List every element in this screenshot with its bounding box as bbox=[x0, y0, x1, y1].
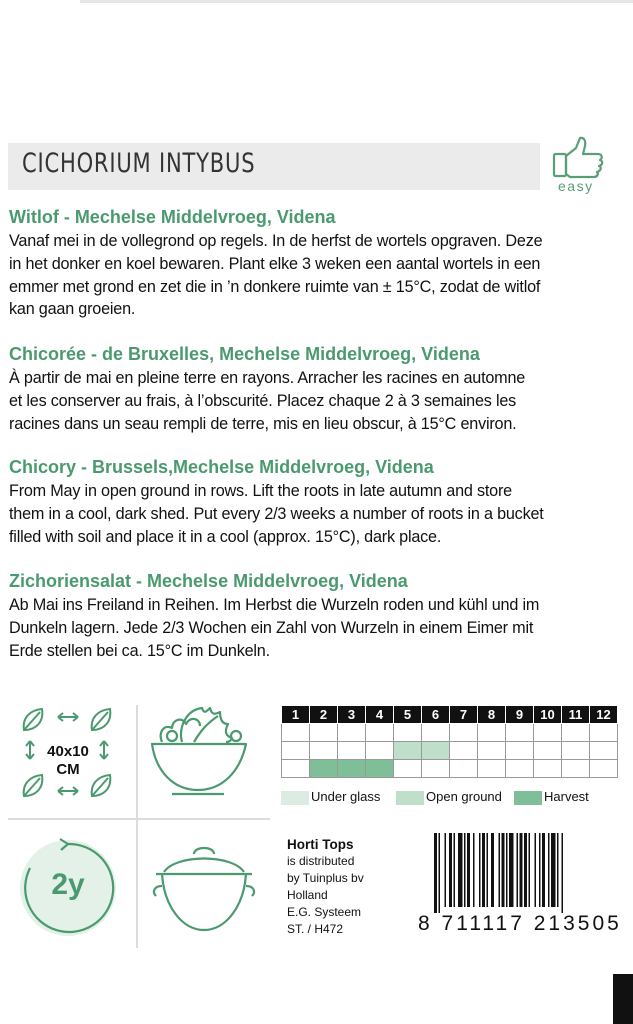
body-line: et les conserver au frais, à l’obscurité. Placez chaque 2 à 3 semaines les bbox=[9, 391, 517, 410]
spacing-value: 40x10 bbox=[47, 743, 89, 760]
calendar-cell bbox=[450, 724, 478, 742]
calendar-header-row bbox=[282, 706, 618, 724]
legend-open-ground bbox=[396, 789, 502, 805]
legend-label: Open ground bbox=[426, 789, 502, 804]
species-name: CICHORIUM INTYBUS bbox=[22, 148, 256, 179]
icon-grid-divider bbox=[8, 818, 270, 820]
barcode-bar bbox=[473, 833, 475, 907]
calendar-cell bbox=[562, 724, 590, 742]
section-french bbox=[9, 344, 629, 435]
section-body bbox=[9, 367, 629, 435]
barcode-bar bbox=[434, 833, 437, 913]
body-line: filled with soil and place it in a cool (approx. 15°C), dark place. bbox=[9, 527, 442, 546]
month-header: 5 bbox=[394, 706, 422, 724]
spacing-unit: CM bbox=[56, 761, 80, 778]
barcode-bar bbox=[535, 833, 537, 907]
barcode-bar bbox=[506, 833, 508, 907]
calendar-cell bbox=[534, 760, 562, 778]
calendar-cell bbox=[422, 724, 450, 742]
two-year-cycle-icon bbox=[8, 828, 134, 946]
calendar-cell bbox=[422, 760, 450, 778]
section-body bbox=[9, 230, 629, 321]
barcode-bar bbox=[449, 833, 452, 907]
section-title: Chicory - Brussels,Mechelse Middelvroeg, Videna bbox=[9, 457, 434, 477]
barcode-bar bbox=[562, 833, 564, 913]
barcode-number: 8 711117 213505 bbox=[418, 912, 622, 935]
salad-bowl-icon bbox=[142, 702, 266, 814]
month-header: 1 bbox=[282, 706, 310, 724]
legend-under-glass bbox=[281, 789, 380, 805]
section-body bbox=[9, 594, 629, 662]
body-line: in het donker en koel bewaren. Plant elke 3 weken een aantal wortels in een bbox=[9, 254, 541, 273]
top-edge-line bbox=[80, 0, 633, 3]
barcode-bar bbox=[524, 833, 527, 907]
barcode-bar bbox=[499, 833, 501, 907]
icon-grid-divider bbox=[136, 705, 138, 948]
legend-swatch bbox=[396, 791, 424, 805]
month-header: 7 bbox=[450, 706, 478, 724]
month-header: 6 bbox=[422, 706, 450, 724]
barcode-bar bbox=[482, 833, 485, 907]
barcode-bar bbox=[539, 833, 541, 907]
month-header: 2 bbox=[310, 706, 338, 724]
calendar-cell bbox=[338, 724, 366, 742]
calendar-cell bbox=[590, 724, 618, 742]
spacing-label bbox=[44, 743, 92, 779]
calendar-cell bbox=[394, 724, 422, 742]
barcode bbox=[434, 833, 618, 913]
barcode-bar bbox=[502, 833, 505, 907]
body-line: Erde stellen bei ca. 15°C im Dunkeln. bbox=[9, 641, 270, 660]
calendar-cell bbox=[282, 760, 310, 778]
calendar-cell bbox=[478, 742, 506, 760]
body-line: racines dans un seau rempli de terre, mis en lieu obscur, à 15°C environ. bbox=[9, 414, 517, 433]
barcode-bar bbox=[542, 833, 545, 907]
month-header: 4 bbox=[366, 706, 394, 724]
barcode-bar bbox=[464, 833, 466, 907]
calendar-cell-open-ground bbox=[422, 742, 450, 760]
calendar-cell bbox=[310, 724, 338, 742]
barcode-bar bbox=[445, 833, 447, 907]
distributor-line: Holland bbox=[287, 888, 328, 902]
calendar-cell-harvest bbox=[366, 760, 394, 778]
calendar-cell bbox=[338, 742, 366, 760]
calendar-cell bbox=[366, 742, 394, 760]
calendar-cell-harvest bbox=[310, 760, 338, 778]
calendar-cell bbox=[590, 760, 618, 778]
legend-harvest bbox=[514, 789, 589, 805]
cooking-pot-icon bbox=[142, 828, 266, 946]
barcode-bar bbox=[487, 833, 489, 907]
distributor-line: E.G. Systeem bbox=[287, 905, 362, 919]
calendar-cell bbox=[506, 742, 534, 760]
body-line: kan gaan groeien. bbox=[9, 300, 136, 319]
calendar-row-under-glass bbox=[282, 724, 618, 742]
sowing-calendar bbox=[281, 705, 618, 778]
month-header: 3 bbox=[338, 706, 366, 724]
distributor-line: is distributed bbox=[287, 854, 355, 868]
calendar-cell-harvest bbox=[338, 760, 366, 778]
calendar-cell bbox=[450, 760, 478, 778]
section-title: Chicorée - de Bruxelles, Mechelse Middelvroeg, Videna bbox=[9, 344, 480, 364]
brand-name: Horti Tops bbox=[287, 837, 354, 852]
section-title: Witlof - Mechelse Middelvroeg, Videna bbox=[9, 207, 336, 227]
calendar-cell bbox=[450, 742, 478, 760]
section-german bbox=[9, 571, 629, 662]
calendar-cell bbox=[534, 724, 562, 742]
barcode-bar bbox=[454, 833, 456, 907]
calendar-row-harvest bbox=[282, 760, 618, 778]
barcode-bar bbox=[509, 833, 514, 907]
leaf-spacing-icon bbox=[8, 704, 134, 816]
calendar-cell bbox=[506, 760, 534, 778]
body-line: Ab Mai ins Freiland in Reihen. Im Herbst die Wurzeln roden und kühl und im bbox=[9, 596, 540, 614]
section-english bbox=[9, 457, 629, 548]
easy-badge bbox=[548, 134, 610, 198]
legend-label: Harvest bbox=[544, 789, 589, 804]
body-line: From May in open ground in rows. Lift the roots in late autumn and store bbox=[9, 482, 512, 500]
section-dutch bbox=[9, 207, 629, 321]
calendar-cell bbox=[562, 760, 590, 778]
month-header: 11 bbox=[562, 706, 590, 724]
body-line: them in a cool, dark shed. Put every 2/3 weeks a number of roots in a bucket bbox=[9, 504, 544, 523]
calendar-cell bbox=[506, 724, 534, 742]
calendar-cell bbox=[282, 724, 310, 742]
distributor-line: by Tuinplus bv bbox=[287, 871, 364, 885]
calendar-cell bbox=[478, 760, 506, 778]
calendar-cell bbox=[590, 742, 618, 760]
barcode-bar bbox=[548, 833, 550, 907]
distributor-info bbox=[287, 836, 364, 938]
month-header: 12 bbox=[590, 706, 618, 724]
section-title: Zichoriensalat - Mechelse Middelvroeg, Videna bbox=[9, 571, 408, 591]
legend-swatch bbox=[514, 791, 542, 805]
barcode-bar bbox=[439, 833, 441, 913]
calendar-cell bbox=[310, 742, 338, 760]
barcode-bar bbox=[517, 833, 519, 907]
month-header: 8 bbox=[478, 706, 506, 724]
barcode-bar bbox=[458, 833, 463, 907]
thumbs-up-icon bbox=[548, 134, 610, 180]
barcode-bar bbox=[551, 833, 556, 907]
month-header: 9 bbox=[506, 706, 534, 724]
years-label: 2y bbox=[51, 868, 85, 901]
calendar-cell-open-ground bbox=[394, 742, 422, 760]
corner-mark bbox=[613, 974, 633, 1024]
legend-swatch bbox=[281, 791, 309, 805]
barcode-bar bbox=[467, 833, 470, 907]
legend-label: Under glass bbox=[311, 789, 381, 804]
distributor-line: ST. / H472 bbox=[287, 922, 344, 936]
body-line: À partir de mai en pleine terre en rayons. Arracher les racines en automne bbox=[9, 369, 526, 387]
month-header: 10 bbox=[534, 706, 562, 724]
calendar-cell bbox=[562, 742, 590, 760]
calendar-cell bbox=[478, 724, 506, 742]
barcode-bar bbox=[520, 833, 523, 907]
barcode-bar bbox=[479, 833, 481, 907]
section-body bbox=[9, 480, 629, 548]
difficulty-label: easy bbox=[558, 178, 594, 194]
body-line: emmer met grond en zet die in ’n donkere ruimte van ± 15°C, zodat de witlof bbox=[9, 277, 541, 296]
body-line: Dunkeln lagern. Jede 2/3 Wochen ein Zahl von Wurzeln in einem Eimer mit bbox=[9, 618, 534, 637]
barcode-bar bbox=[491, 833, 494, 907]
calendar-cell bbox=[282, 742, 310, 760]
calendar-row-open-ground bbox=[282, 742, 618, 760]
barcode-bar bbox=[557, 833, 559, 907]
calendar-cell bbox=[394, 760, 422, 778]
body-line: Vanaf mei in de vollegrond op regels. In de herfst de wortels opgraven. Deze bbox=[9, 232, 543, 250]
calendar-cell bbox=[366, 724, 394, 742]
barcode-bar bbox=[529, 833, 531, 907]
calendar-cell bbox=[534, 742, 562, 760]
